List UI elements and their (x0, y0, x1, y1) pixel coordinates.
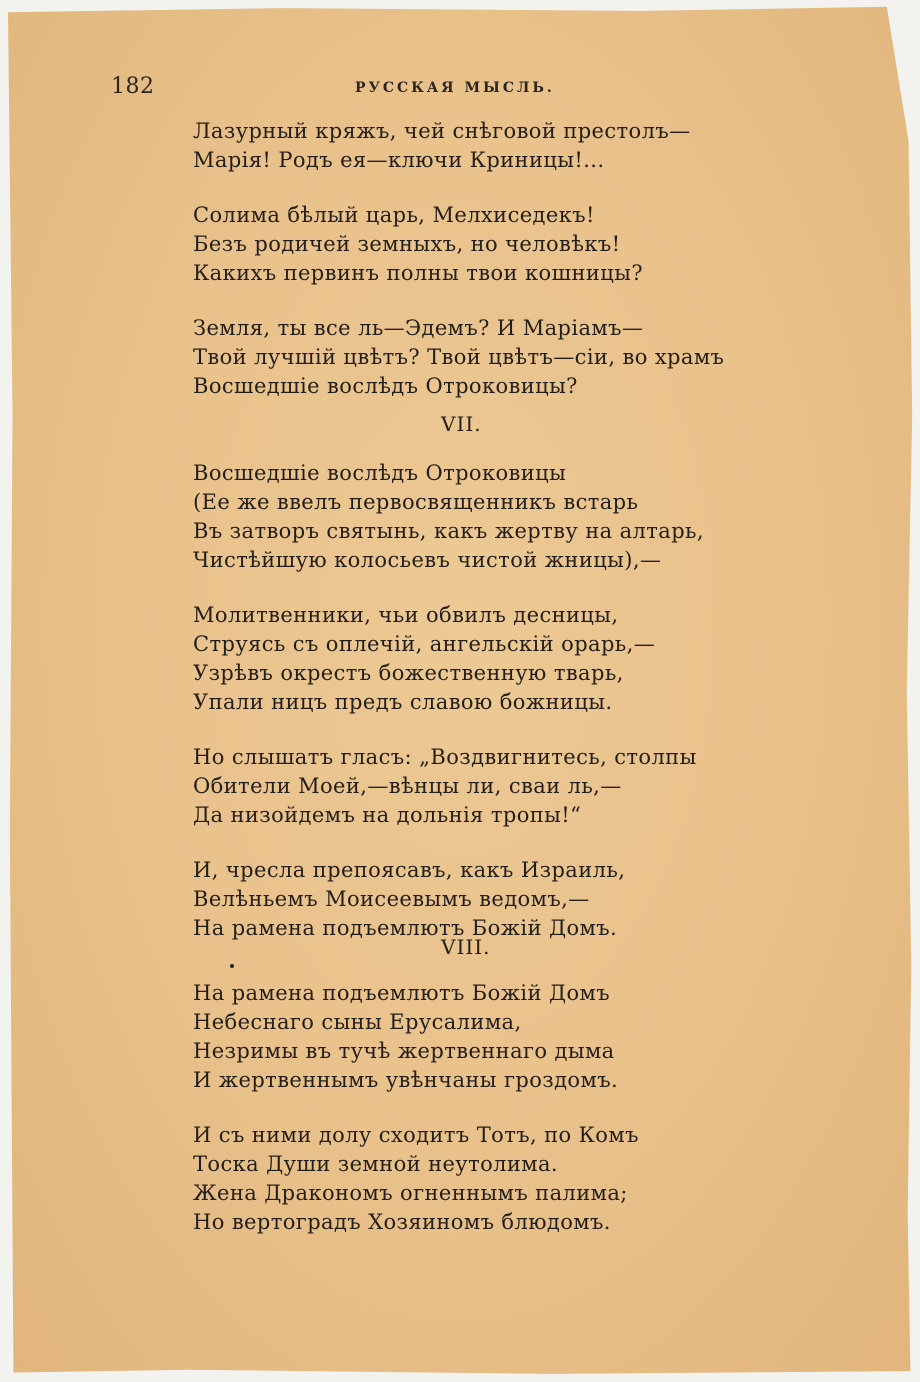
verse-line: Узрѣвъ окрестъ божественную тварь, (193, 661, 624, 685)
poem-section-vii (193, 459, 813, 969)
stanza (193, 201, 813, 288)
verse-line: Солима бѣлый царь, Мелхиседекъ! (193, 203, 595, 227)
verse-line: Чистѣйшую колосьевъ чистой жницы),— (193, 548, 662, 572)
verse-line: И съ ними долу сходитъ Тотъ, по Комъ (193, 1123, 639, 1147)
verse-line: Какихъ первинъ полны твои кошницы? (193, 261, 643, 285)
page-header (0, 74, 920, 104)
verse-line: Велѣньемъ Моисеевымъ ведомъ,— (193, 887, 590, 911)
verse-line: Упали ницъ предъ славою божницы. (193, 690, 613, 714)
stanza (193, 314, 813, 401)
verse-line: Незримы въ тучѣ жертвеннаго дыма (193, 1039, 615, 1063)
section-numeral-viii: VIII. (441, 935, 491, 959)
stanza (193, 743, 813, 830)
page-number: 182 (111, 74, 155, 99)
verse-line: Безъ родичей земныхъ, но человѣкъ! (193, 232, 621, 256)
stanza (193, 856, 813, 943)
verse-line: Но вертоградъ Хозяиномъ блюдомъ. (193, 1210, 611, 1234)
verse-line: Восшедшіе вослѣдъ Отроковицы? (193, 374, 578, 398)
stanza (193, 1121, 813, 1237)
verse-line: И, чресла препоясавъ, какъ Израиль, (193, 858, 626, 882)
ink-speck (230, 964, 234, 968)
poem-section-viii (193, 979, 813, 1263)
running-title: РУССКАЯ МЫСЛЬ. (355, 80, 555, 96)
verse-line: Струясь съ оплечій, ангельскій орарь,— (193, 632, 656, 656)
verse-line: Жена Дракономъ огненнымъ палима; (193, 1181, 628, 1205)
verse-line: На рамена подъемлютъ Божій Домъ. (193, 916, 618, 940)
verse-line: (Ее же ввелъ первосвященникъ встарь (193, 490, 639, 514)
poem-section-continuation (193, 117, 813, 427)
verse-line: Небеснаго сыны Ерусалима, (193, 1010, 522, 1034)
verse-line: На рамена подъемлютъ Божій Домъ (193, 981, 610, 1005)
verse-line: Молитвенники, чьи обвилъ десницы, (193, 603, 619, 627)
stanza (193, 459, 813, 575)
verse-line: Обители Моей,—вѣнцы ли, сваи ль,— (193, 774, 622, 798)
verse-line: Твой лучшій цвѣтъ? Твой цвѣтъ—сіи, во храмъ (193, 345, 725, 369)
verse-line: Лазурный кряжъ, чей снѣговой престолъ— (193, 119, 691, 143)
verse-line: Да низойдемъ на дольнія тропы!“ (193, 803, 582, 827)
verse-line: И жертвеннымъ увѣнчаны гроздомъ. (193, 1068, 619, 1092)
stanza (193, 117, 813, 175)
stanza (193, 601, 813, 717)
verse-line: Восшедшіе вослѣдъ Отроковицы (193, 461, 567, 485)
verse-line: Марія! Родъ ея—ключи Криницы!... (193, 148, 605, 172)
section-numeral-vii: VII. (441, 412, 482, 436)
verse-line: Тоска Души земной неутолима. (193, 1152, 558, 1176)
verse-line: Но слышатъ гласъ: „Воздвигнитесь, столпы (193, 745, 697, 769)
verse-line: Въ затворъ святынь, какъ жертву на алтарь, (193, 519, 704, 543)
verse-line: Земля, ты все ль—Эдемъ? И Маріамъ— (193, 316, 644, 340)
stanza (193, 979, 813, 1095)
